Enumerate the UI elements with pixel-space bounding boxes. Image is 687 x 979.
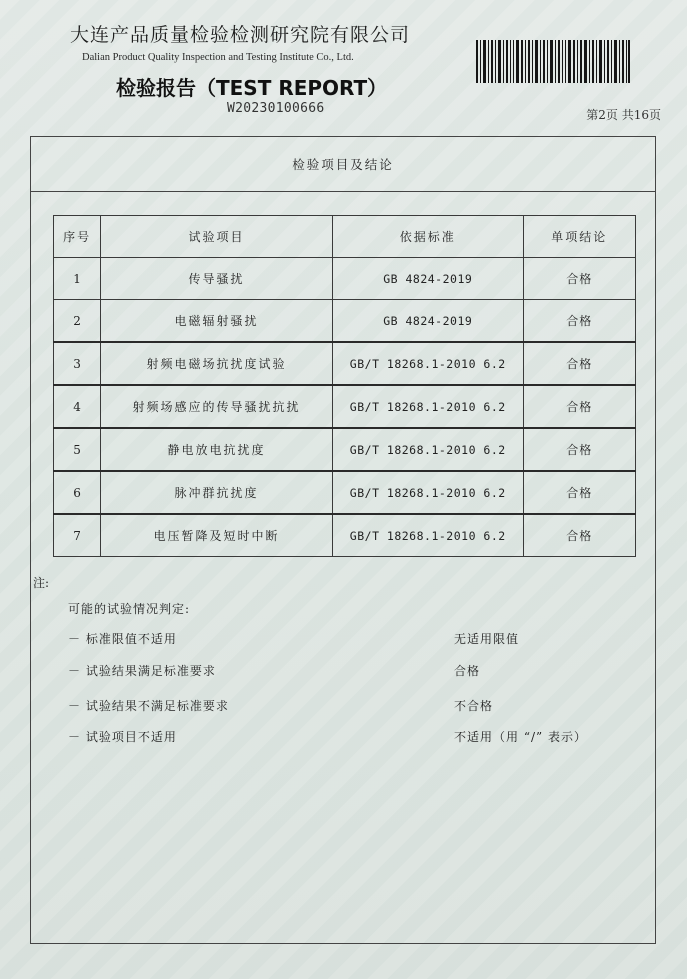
- note-verdict: 合格: [454, 664, 481, 678]
- row-standard: GB/T 18268.1-2010 6.2: [332, 428, 523, 471]
- table-row: [54, 471, 636, 514]
- row-item: 电磁辐射骚扰: [101, 300, 333, 343]
- report-number: W20230100666: [227, 101, 325, 116]
- content-frame: [30, 136, 656, 944]
- row-result: 合格: [523, 385, 635, 428]
- header-standard: 依据标准: [332, 216, 523, 258]
- row-no: 1: [54, 258, 101, 300]
- row-result: 合格: [523, 514, 635, 557]
- row-item: 射频场感应的传导骚扰抗扰: [101, 385, 333, 428]
- row-standard: GB 4824-2019: [332, 300, 523, 343]
- row-standard: GB 4824-2019: [332, 258, 523, 300]
- table-header-row: [54, 216, 636, 258]
- barcode-icon: [476, 40, 630, 83]
- results-table: [53, 215, 636, 557]
- row-item: 射频电磁场抗扰度试验: [101, 342, 333, 385]
- table-row: [54, 342, 636, 385]
- table-row: [54, 514, 636, 557]
- report-title: 检验报告（TEST REPORT）: [116, 76, 388, 100]
- table-row: [54, 300, 636, 343]
- header-no: 序号: [54, 216, 101, 258]
- row-no: 2: [54, 300, 101, 343]
- page-number: 第2页 共16页: [586, 108, 661, 122]
- row-standard: GB/T 18268.1-2010 6.2: [332, 514, 523, 557]
- row-item: 传导骚扰: [101, 258, 333, 300]
- row-no: 3: [54, 342, 101, 385]
- row-no: 5: [54, 428, 101, 471]
- row-result: 合格: [523, 300, 635, 343]
- organization-name-cn: 大连产品质量检验检测研究院有限公司: [70, 24, 411, 46]
- header-item: 试验项目: [101, 216, 333, 258]
- row-item: 电压暂降及短时中断: [101, 514, 333, 557]
- row-result: 合格: [523, 258, 635, 300]
- row-no: 4: [54, 385, 101, 428]
- note-condition: － 试验结果不满足标准要求: [68, 699, 229, 713]
- note-verdict: 不适用（用 “/” 表示）: [454, 730, 587, 744]
- note-condition: － 标准限值不适用: [68, 632, 177, 646]
- row-item: 静电放电抗扰度: [101, 428, 333, 471]
- row-item: 脉冲群抗扰度: [101, 471, 333, 514]
- notes-intro: 可能的试验情况判定:: [68, 602, 191, 616]
- table-row: [54, 385, 636, 428]
- note-condition: － 试验结果满足标准要求: [68, 664, 216, 678]
- section-title: 检验项目及结论: [31, 137, 655, 192]
- note-verdict: 无适用限值: [454, 632, 520, 646]
- header-result: 单项结论: [523, 216, 635, 258]
- table-row: [54, 258, 636, 300]
- row-result: 合格: [523, 342, 635, 385]
- note-condition: － 试验项目不适用: [68, 730, 177, 744]
- organization-name-en: Dalian Product Quality Inspection and Testing Institute Co., Ltd.: [82, 52, 354, 63]
- row-result: 合格: [523, 428, 635, 471]
- row-no: 7: [54, 514, 101, 557]
- row-result: 合格: [523, 471, 635, 514]
- row-standard: GB/T 18268.1-2010 6.2: [332, 471, 523, 514]
- notes-label: 注:: [33, 576, 50, 590]
- row-standard: GB/T 18268.1-2010 6.2: [332, 342, 523, 385]
- note-verdict: 不合格: [454, 699, 494, 713]
- row-standard: GB/T 18268.1-2010 6.2: [332, 385, 523, 428]
- row-no: 6: [54, 471, 101, 514]
- table-row: [54, 428, 636, 471]
